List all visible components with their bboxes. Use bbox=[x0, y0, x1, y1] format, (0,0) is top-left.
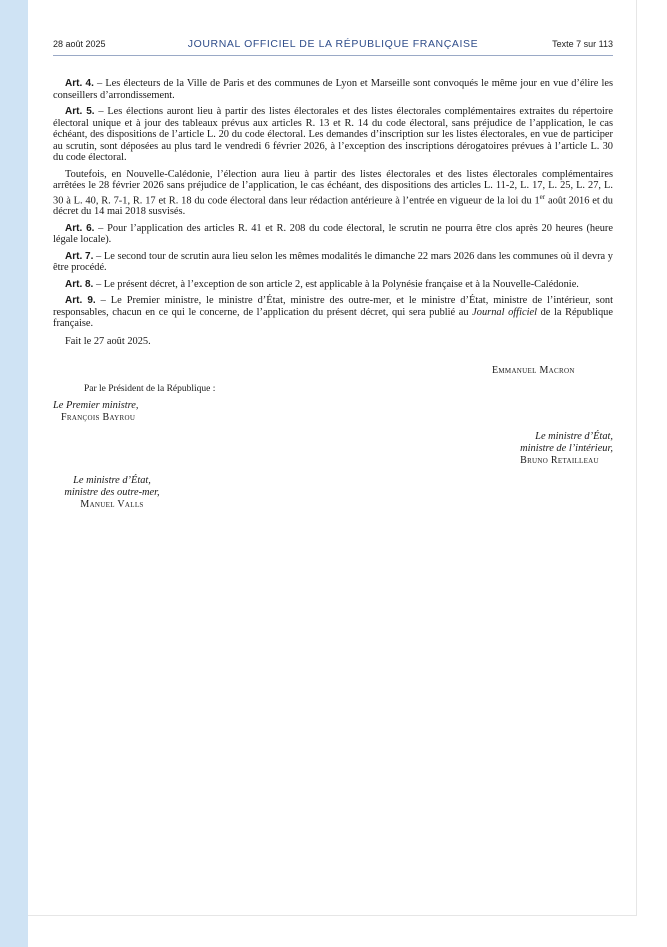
president-signature: Emmanuel Macron bbox=[492, 365, 575, 376]
article-label: Art. 9. bbox=[65, 295, 96, 307]
article-label: Art. 4. bbox=[65, 78, 94, 89]
signature-role: ministre de l’intérieur, bbox=[520, 443, 613, 454]
decree-body bbox=[53, 78, 613, 352]
article-text: – Pour l’application des articles R. 41 et R. 208 du code électoral, le scrutin ne pourra être clos après 20 heures (heure légale locale). bbox=[53, 222, 614, 246]
done-at: Fait le 27 août 2025. bbox=[65, 335, 151, 347]
signature-role: Le ministre d’État, bbox=[535, 431, 613, 442]
paragraph-text: Toutefois, en Nouvelle-Calédonie, l’élection aura lieu à partir des listes électorales et des listes électorales complémentaires arrêtées le 28 février 2026 sans préjudice de l’application, le cas échéant, des dispositions des articles L. 11-2, L. 17, L. 25, L. 27, L. 30 à L. 40, R. 7-1, R. 17 et R. 18 du code électoral dans leur rédaction antérieure à l’entrée en vigueur de la loi du 1 bbox=[53, 168, 613, 206]
signature-role: Le Premier ministre, bbox=[53, 400, 139, 411]
header-date: 28 août 2025 bbox=[53, 39, 106, 49]
article-text: – Les élections auront lieu à partir des listes électorales et des listes électorales complémentaires extraites du répertoire électoral unique et à jour des tableaux prévus aux articles R. 13 et R. 14 du code électoral, sans préjudice de l’application, le cas échéant, des dispositions de l’article L. 20 du code électoral. Les demandes d’inscription sur les listes électorales, en vue de participer au scrutin, sont déposées au plus tard le vendredi 6 février 2026, à l’exception des inscriptions dérogatoires prévues à l’article L. 30 du code électoral. bbox=[53, 106, 613, 163]
article-4 bbox=[53, 78, 613, 101]
journal-officiel-italic: Journal officiel bbox=[472, 306, 537, 318]
page-number: Texte 7 sur 113 bbox=[552, 39, 613, 49]
article-7 bbox=[53, 251, 613, 274]
signature-name: François Bayrou bbox=[61, 412, 136, 423]
page-header bbox=[53, 38, 613, 54]
signature-name: Bruno Retailleau bbox=[520, 455, 599, 466]
article-label: Art. 7. bbox=[65, 250, 94, 262]
paragraph-text: août 2016 et du décret du 14 mai 2018 susvisés. bbox=[53, 194, 613, 218]
signature-overseas-minister bbox=[53, 475, 171, 511]
article-label: Art. 5. bbox=[65, 106, 95, 117]
left-margin-band bbox=[0, 0, 28, 947]
by-president-line: Par le Président de la République : bbox=[84, 384, 216, 394]
article-5-continuation bbox=[53, 169, 613, 218]
article-text: – Le présent décret, à l’exception de son article 2, est applicable à la Polynésie française et à la Nouvelle-Calédonie. bbox=[93, 278, 579, 290]
signature-role: Le ministre d’État, bbox=[73, 475, 151, 486]
article-text: – Le Premier ministre, le ministre d’État, ministre des outre-mer, et le ministre d’État, ministre de l’intérieur, sont responsables, chacun en ce qui le concerne, de l’application du présent décret, qui sera publié au bbox=[53, 295, 613, 318]
article-text: – Les électeurs de la Ville de Paris et des communes de Lyon et Marseille sont convoqués le même jour en vue d’élire les conseillers d’arrondissement. bbox=[53, 78, 613, 101]
article-9 bbox=[53, 295, 613, 330]
signature-name: Manuel Valls bbox=[80, 499, 144, 510]
article-text: de la République française. bbox=[53, 306, 613, 330]
article-label: Art. 6. bbox=[65, 222, 95, 234]
ordinal-superscript: er bbox=[539, 192, 546, 201]
journal-title: JOURNAL OFFICIEL DE LA RÉPUBLIQUE FRANÇAISE bbox=[187, 38, 479, 50]
article-text: – Le second tour de scrutin aura lieu selon les mêmes modalités le dimanche 22 mars 2026 dans les communes où il devra y être procédé. bbox=[53, 250, 613, 274]
signature-prime-minister bbox=[53, 400, 139, 424]
signature-interior-minister bbox=[498, 431, 613, 467]
signature-role: ministre des outre-mer, bbox=[64, 487, 160, 498]
article-8 bbox=[53, 279, 613, 291]
article-label: Art. 8. bbox=[65, 278, 94, 290]
article-6 bbox=[53, 223, 613, 246]
article-5 bbox=[53, 106, 613, 164]
header-rule bbox=[53, 55, 613, 56]
